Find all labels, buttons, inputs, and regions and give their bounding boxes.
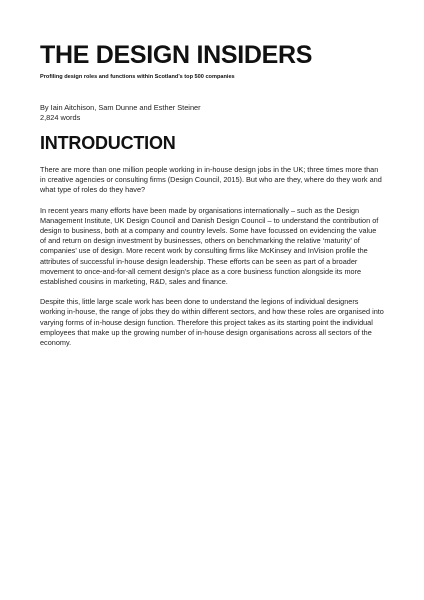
authors-line: By Iain Aitchison, Sam Dunne and Esther Steiner <box>40 103 201 112</box>
byline <box>40 103 384 123</box>
document-subtitle: Profiling design roles and functions within Scotland’s top 500 companies <box>40 74 235 80</box>
document-title: THE DESIGN INSIDERS <box>40 41 313 69</box>
body-paragraph-3: Despite this, little large scale work has been done to understand the legions of individual designers working in-house, the range of jobs they do within different sectors, and how these roles are organised into varying forms of in-house design function. Therefore this project takes as its starting point the individual employees that make up the growing number of in-house design organisations across all sectors of the economy. <box>40 297 384 348</box>
word-count: 2,824 words <box>40 113 81 122</box>
body-paragraph-1: There are more than one million people working in in-house design jobs in the UK; three times more than in creative agencies or consulting firms (Design Council, 2015). But who are they, where do they work and what type of roles do they have? <box>40 165 382 195</box>
body-paragraph-2: In recent years many efforts have been made by organisations internationally – such as the Design Management Institute, UK Design Council and Danish Design Council – to understand the contribution of design to business, both at a company and country levels. Some have focussed on evidencing the value of and return on design investment by businesses, others on benchmarking the relative ‘maturity’ of companies’ use of design. More recent work by consulting firms like McKinsey and InVision profile the attributes of successful in-house design leadership. These efforts can be seen as part of a broader movement to once-and-for-all cement design’s place as a core business function alongside its more established cousins in marketing, R&D, sales and finance. <box>40 205 379 287</box>
section-heading-introduction: INTRODUCTION <box>40 133 176 153</box>
